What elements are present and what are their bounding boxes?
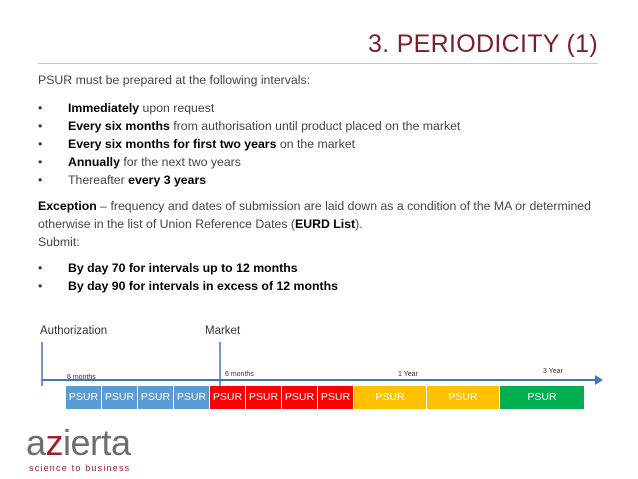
interval-label: 6 months — [67, 374, 96, 381]
submit-list — [38, 259, 608, 295]
psur-segment-green: PSUR — [500, 386, 585, 409]
exception-tail: ). — [355, 217, 363, 231]
interval-label: 3 Year — [543, 368, 563, 375]
interval-item — [38, 135, 608, 153]
slide-title-text: PERIODICITY (1) — [396, 30, 598, 58]
psur-segment-red: PSUR — [246, 386, 282, 409]
interval-text: for the next two years — [119, 155, 241, 169]
interval-item — [38, 153, 608, 171]
interval-label: 1 Year — [398, 371, 418, 378]
interval-emph: Every six months — [68, 119, 170, 133]
authorization-label: Authorization — [40, 325, 108, 337]
submit-item — [38, 277, 608, 295]
logo-tagline: science to business — [29, 463, 131, 473]
psur-segment-yellow: PSUR — [427, 386, 500, 409]
azierta-logo — [26, 422, 156, 475]
interval-text: upon request — [139, 101, 215, 115]
psur-segment-red: PSUR — [318, 386, 354, 409]
psur-segment-blue: PSUR — [138, 386, 174, 409]
logo-wordmark-z: z — [45, 422, 64, 463]
interval-list — [38, 99, 608, 189]
submit-label: Submit: — [38, 235, 80, 249]
interval-emph: Immediately — [68, 101, 140, 115]
logo-wordmark-rest: ierta — [63, 422, 131, 463]
psur-timeline — [40, 325, 605, 415]
submit-item — [38, 259, 608, 277]
slide-body — [38, 71, 608, 295]
interval-label: 6 months — [225, 371, 254, 378]
market-label: Market — [205, 325, 241, 337]
interval-text: Thereafter — [68, 173, 129, 187]
logo-wordmark — [26, 422, 156, 463]
psur-segment-yellow: PSUR — [354, 386, 427, 409]
interval-emph: Every six months for first two years — [68, 137, 277, 151]
timeline-arrowhead — [595, 375, 603, 385]
exception-text — [38, 197, 608, 233]
interval-item — [38, 99, 608, 117]
intro-text: PSUR must be prepared at the following intervals: — [38, 73, 311, 87]
interval-emph: every 3 years — [128, 173, 207, 187]
psur-segment-blue: PSUR — [174, 386, 210, 409]
psur-segment-red: PSUR — [210, 386, 246, 409]
psur-segment-blue: PSUR — [66, 386, 102, 409]
exception-label: Exception — [38, 199, 97, 213]
interval-item — [38, 171, 608, 189]
interval-emph: Annually — [68, 155, 120, 169]
psur-segment-red: PSUR — [282, 386, 318, 409]
title-divider — [38, 63, 598, 64]
slide-title — [368, 30, 598, 59]
psur-segment-blue: PSUR — [102, 386, 138, 409]
interval-item — [38, 117, 608, 135]
eurd-list-label: EURD List — [295, 217, 356, 231]
submit-item-text: By day 70 for intervals up to 12 months — [68, 261, 298, 275]
exception-body: – frequency and dates of submission are laid down as a condition of the MA or determined otherwise in the list of Union Reference Dates ( — [38, 199, 591, 231]
interval-text: on the market — [276, 137, 356, 151]
slide-title-number: 3. — [368, 30, 390, 58]
submit-item-text: By day 90 for intervals in excess of 12 months — [68, 279, 338, 293]
interval-text: from authorisation until product placed on the market — [169, 119, 461, 133]
logo-wordmark-a: a — [26, 422, 46, 463]
